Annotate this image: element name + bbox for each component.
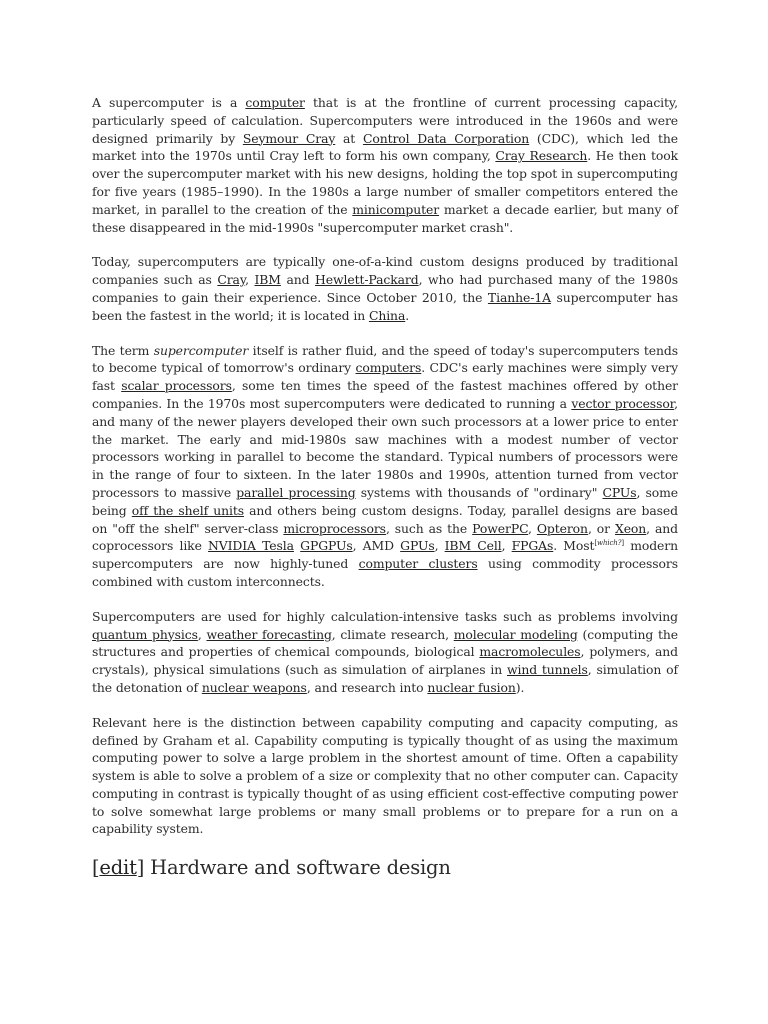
link-seymour-cray[interactable]: Seymour Cray: [242, 130, 336, 146]
link-fpgas[interactable]: FPGAs: [511, 538, 554, 554]
link-tianhe-1a[interactable]: Tianhe-1A: [487, 289, 551, 305]
text: modern supercomputers are now highly-tuned: [92, 538, 678, 572]
link-china[interactable]: China: [368, 307, 406, 323]
link-gpus[interactable]: GPUs: [400, 538, 435, 554]
text: , some being: [92, 484, 678, 518]
link-cray-research[interactable]: Cray Research: [495, 148, 588, 164]
link-ibm-cell[interactable]: IBM Cell: [444, 538, 502, 554]
paragraph-term: [92, 342, 678, 591]
text: . He then took over the supercomputer market with his new designs, holding the top spot in supercomputing for five years (1985–1990). In the 1980s a large number of smaller competitors entered the market, in parallel to the creation of the: [92, 148, 678, 217]
text: , some ten times the speed of the fastest machines offered by other companies. In the 1970s most supercomputers were dedicated to running a: [92, 378, 679, 411]
link-xeon[interactable]: Xeon: [614, 520, 647, 536]
heading-bracket-close: ]: [136, 856, 145, 880]
text: , and coprocessors like: [92, 520, 679, 554]
text: Today, supercomputers are typically one-of-a-kind custom designs produced by traditional companies such as: [92, 254, 678, 288]
text: , such as the: [385, 520, 473, 536]
link-scalar-processors[interactable]: scalar processors: [121, 378, 232, 394]
link-ibm[interactable]: IBM: [254, 272, 281, 288]
link-molecular-modeling[interactable]: molecular modeling: [453, 626, 578, 642]
link-parallel-processing[interactable]: parallel processing: [236, 484, 356, 500]
link-wind-tunnels[interactable]: wind tunnels: [506, 662, 588, 678]
cite-bracket-close: ]: [621, 539, 625, 548]
link-powerpc[interactable]: PowerPC: [472, 520, 529, 536]
edit-link[interactable]: edit: [99, 856, 137, 880]
text: .: [405, 307, 410, 323]
text: , polymers, and crystals), physical simulations (such as simulation of airplanes in: [92, 644, 679, 678]
heading-title: Hardware and software design: [144, 856, 451, 880]
cite-text: which?: [597, 539, 622, 548]
text: ,: [245, 272, 255, 288]
text: , or: [587, 520, 615, 536]
text: supercomputer has been the fastest in the world; it is located in: [92, 289, 678, 323]
heading-bracket-open: [: [92, 856, 100, 880]
link-off-the-shelf-units[interactable]: off the shelf units: [131, 502, 244, 518]
text: systems with thousands of "ordinary": [355, 484, 603, 500]
text: Relevant here is the distinction between capability computing and capacity computing, as defined by Graham et al. Capability computing is typically thought of as using the maximum computing power to solve a large problem in the shortest amount of time. Often a capability system is able to solve a problem of a size or complexity that no other computer can. Capacity computing in contrast is typically thought of as using efficient cost-effective computing power to solve somewhat large problems or many small problems or to prepare for a run on a capability system.: [92, 714, 678, 837]
text: (CDC), which led the market into the 1970s until Cray left to form his own company,: [92, 130, 678, 164]
text: ,: [434, 538, 445, 554]
link-hewlett-packard[interactable]: Hewlett-Packard: [315, 272, 419, 288]
link-cpus[interactable]: CPUs: [602, 484, 637, 500]
cite-bracket-open: [: [594, 539, 598, 548]
link-gpgpus[interactable]: GPGPUs: [300, 538, 353, 554]
text: , AMD: [352, 538, 401, 554]
link-cray[interactable]: Cray: [217, 272, 246, 288]
text: at: [335, 130, 363, 146]
text: Supercomputers are used for highly calculation-intensive tasks such as problems involving: [92, 608, 678, 624]
link-computer[interactable]: computer: [245, 95, 305, 110]
emphasis-supercomputer: supercomputer: [153, 342, 249, 358]
text: and: [280, 272, 316, 288]
link-opteron[interactable]: Opteron: [536, 520, 588, 536]
text: . CDC's early machines were simply very fast: [92, 360, 678, 394]
link-computers[interactable]: computers: [355, 360, 422, 376]
text: using commodity processors combined with custom interconnects.: [92, 556, 678, 589]
text: ).: [515, 679, 525, 695]
text: , and many of the newer players developed their own such processors at a lower price to enter the market. The early and mid-1980s saw machines with a modest number of vector processors working in parallel to become the standard. Typical numbers of processors were in the range of four to sixteen. In the later 1980s and 1990s, attention turned from vector processors to massive: [92, 395, 678, 500]
text: A supercomputer is a: [92, 95, 246, 110]
paragraph-intro: [92, 94, 678, 236]
paragraph-uses: [92, 608, 678, 697]
text: , climate research,: [331, 626, 454, 642]
text: and others being custom designs. Today, parallel designs are based on "off the shelf" server-class: [92, 502, 678, 536]
link-minicomputer[interactable]: minicomputer: [352, 201, 440, 217]
text: market a decade earlier, but many of these disappeared in the mid-1990s "supercomputer market crash".: [92, 201, 678, 235]
text: . Most: [553, 538, 595, 554]
link-weather-forecasting[interactable]: weather forecasting: [206, 626, 332, 642]
link-nuclear-fusion[interactable]: nuclear fusion: [427, 679, 516, 695]
text: , and research into: [306, 679, 428, 695]
text: , who had purchased many of the 1980s companies to gain their experience. Since October 2010, the: [92, 272, 678, 305]
link-macromolecules[interactable]: macromolecules: [479, 644, 581, 660]
text: itself is rather fluid, and the speed of today's supercomputers tends to become typical of tomorrow's ordinary: [92, 342, 678, 376]
text: ,: [528, 520, 537, 536]
paragraph-capability: [92, 714, 678, 839]
section-heading-hardware-software-design: [92, 856, 678, 879]
link-control-data-corporation[interactable]: Control Data Corporation: [362, 130, 530, 146]
link-microprocessors[interactable]: microprocessors: [283, 520, 386, 536]
paragraph-today: [92, 253, 678, 324]
link-vector-processor[interactable]: vector processor: [571, 395, 675, 411]
text: (computing the structures and properties of chemical compounds, biological: [92, 626, 678, 660]
link-quantum-physics[interactable]: quantum physics: [92, 626, 198, 642]
document-page: [92, 94, 678, 879]
text: ,: [501, 538, 512, 554]
text: that is at the frontline of current processing capacity, particularly speed of calculation. Supercomputers were introduced in the 1960s and were designed primarily by: [92, 95, 678, 146]
link-nuclear-weapons[interactable]: nuclear weapons: [201, 679, 307, 695]
link-nvidia-tesla[interactable]: NVIDIA Tesla: [208, 538, 294, 554]
text: The term: [92, 342, 154, 358]
citation-needed-which[interactable]: [594, 539, 624, 547]
text: , simulation of the detonation of: [92, 662, 678, 695]
link-computer-clusters[interactable]: computer clusters: [358, 556, 478, 572]
text: ,: [197, 626, 207, 642]
